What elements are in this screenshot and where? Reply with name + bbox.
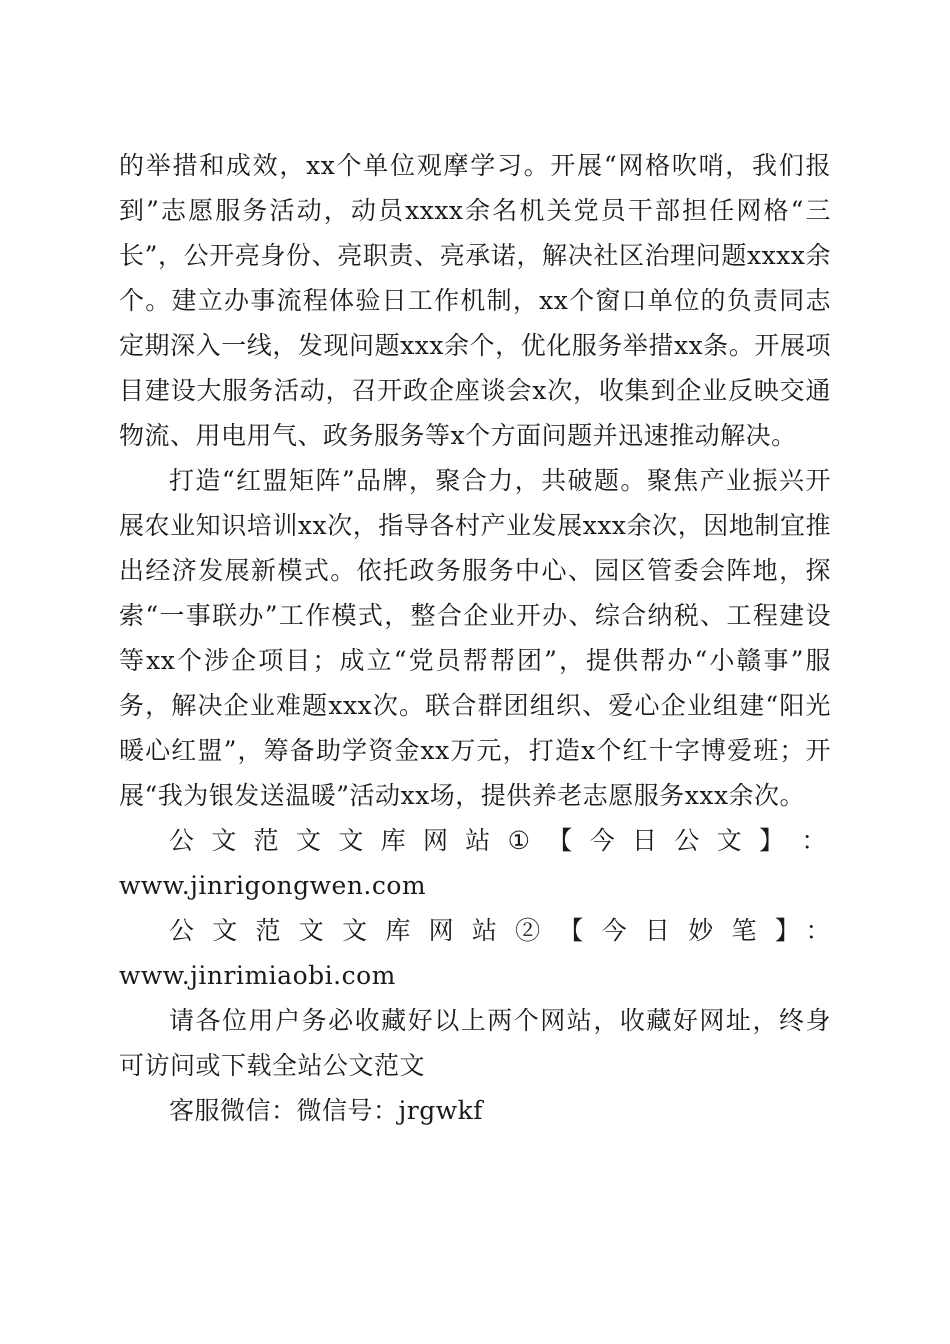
site1-label-char: 站 <box>465 826 491 855</box>
paragraph-2: 打造“红盟矩阵”品牌，聚合力，共破题。聚焦产业振兴开展农业知识培训xx次，指导各村产业发展xxx余次，因地制宜推出经济发展新模式。依托政务服务中心、园区管委会阵地，探索“一事联办”工作模式，整合企业开办、综合纳税、工程建设等xx个涉企项目；成立“党员帮帮团”，提供帮办“小赣事”服务，解决企业难题xxx次。联合群团组织、爱心企业组建“阳光暖心红盟”，筹备助学资金xx万元，打造x个红十字博爱班；开展“我为银发送温暖”活动xx场，提供养老志愿服务xxx余次。 <box>119 466 831 810</box>
site1-label-char: ： <box>801 826 827 855</box>
document-body <box>119 143 831 1133</box>
site1-label-char: 网 <box>422 826 449 855</box>
site1-label-char: 范 <box>253 826 280 855</box>
site1-url: www.jinrigongwen.com <box>119 871 427 900</box>
site1-label-char: 文 <box>338 826 364 855</box>
site1-label-char: 文 <box>211 826 237 855</box>
site1-label-char: ① <box>507 826 531 855</box>
site1-label-char: 文 <box>716 826 743 855</box>
site1-label-char: 公 <box>674 826 700 855</box>
site1-label-char: 库 <box>380 826 407 855</box>
service-line: 客服微信：微信号：jrgwkf <box>169 1096 484 1125</box>
site1-label-char: 日 <box>632 826 658 855</box>
site1-label <box>119 818 831 863</box>
site1-label-char: 公 <box>169 826 195 855</box>
site1-label-char: 【 <box>547 826 573 855</box>
paragraph-1: 的举措和成效，xx个单位观摩学习。开展“网格吹哨，我们报到”志愿服务活动，动员xxxx余名机关党员干部担任网格“三长”，公开亮身份、亮职责、亮承诺，解决社区治理问题xxxx余个。建立办事流程体验日工作机制，xx个窗口单位的负责同志定期深入一线，发现问题xxx余个，优化服务举措xx条。开展项目建设大服务活动，召开政企座谈会x次，收集到企业反映交通物流、用电用气、政务服务等x个方面问题并迅速推动解决。 <box>119 151 831 450</box>
site1-label-char: 今 <box>589 826 616 855</box>
notice-paragraph: 请各位用户务必收藏好以上两个网站，收藏好网址，终身可访问或下载全站公文范文 <box>119 1006 831 1080</box>
site1-label-char: 】 <box>759 826 785 855</box>
site1-label-char: 文 <box>295 826 322 855</box>
site2-line: 公文范文文库网站②【今日妙笔】：www.jinrimiaobi.com <box>119 916 831 990</box>
